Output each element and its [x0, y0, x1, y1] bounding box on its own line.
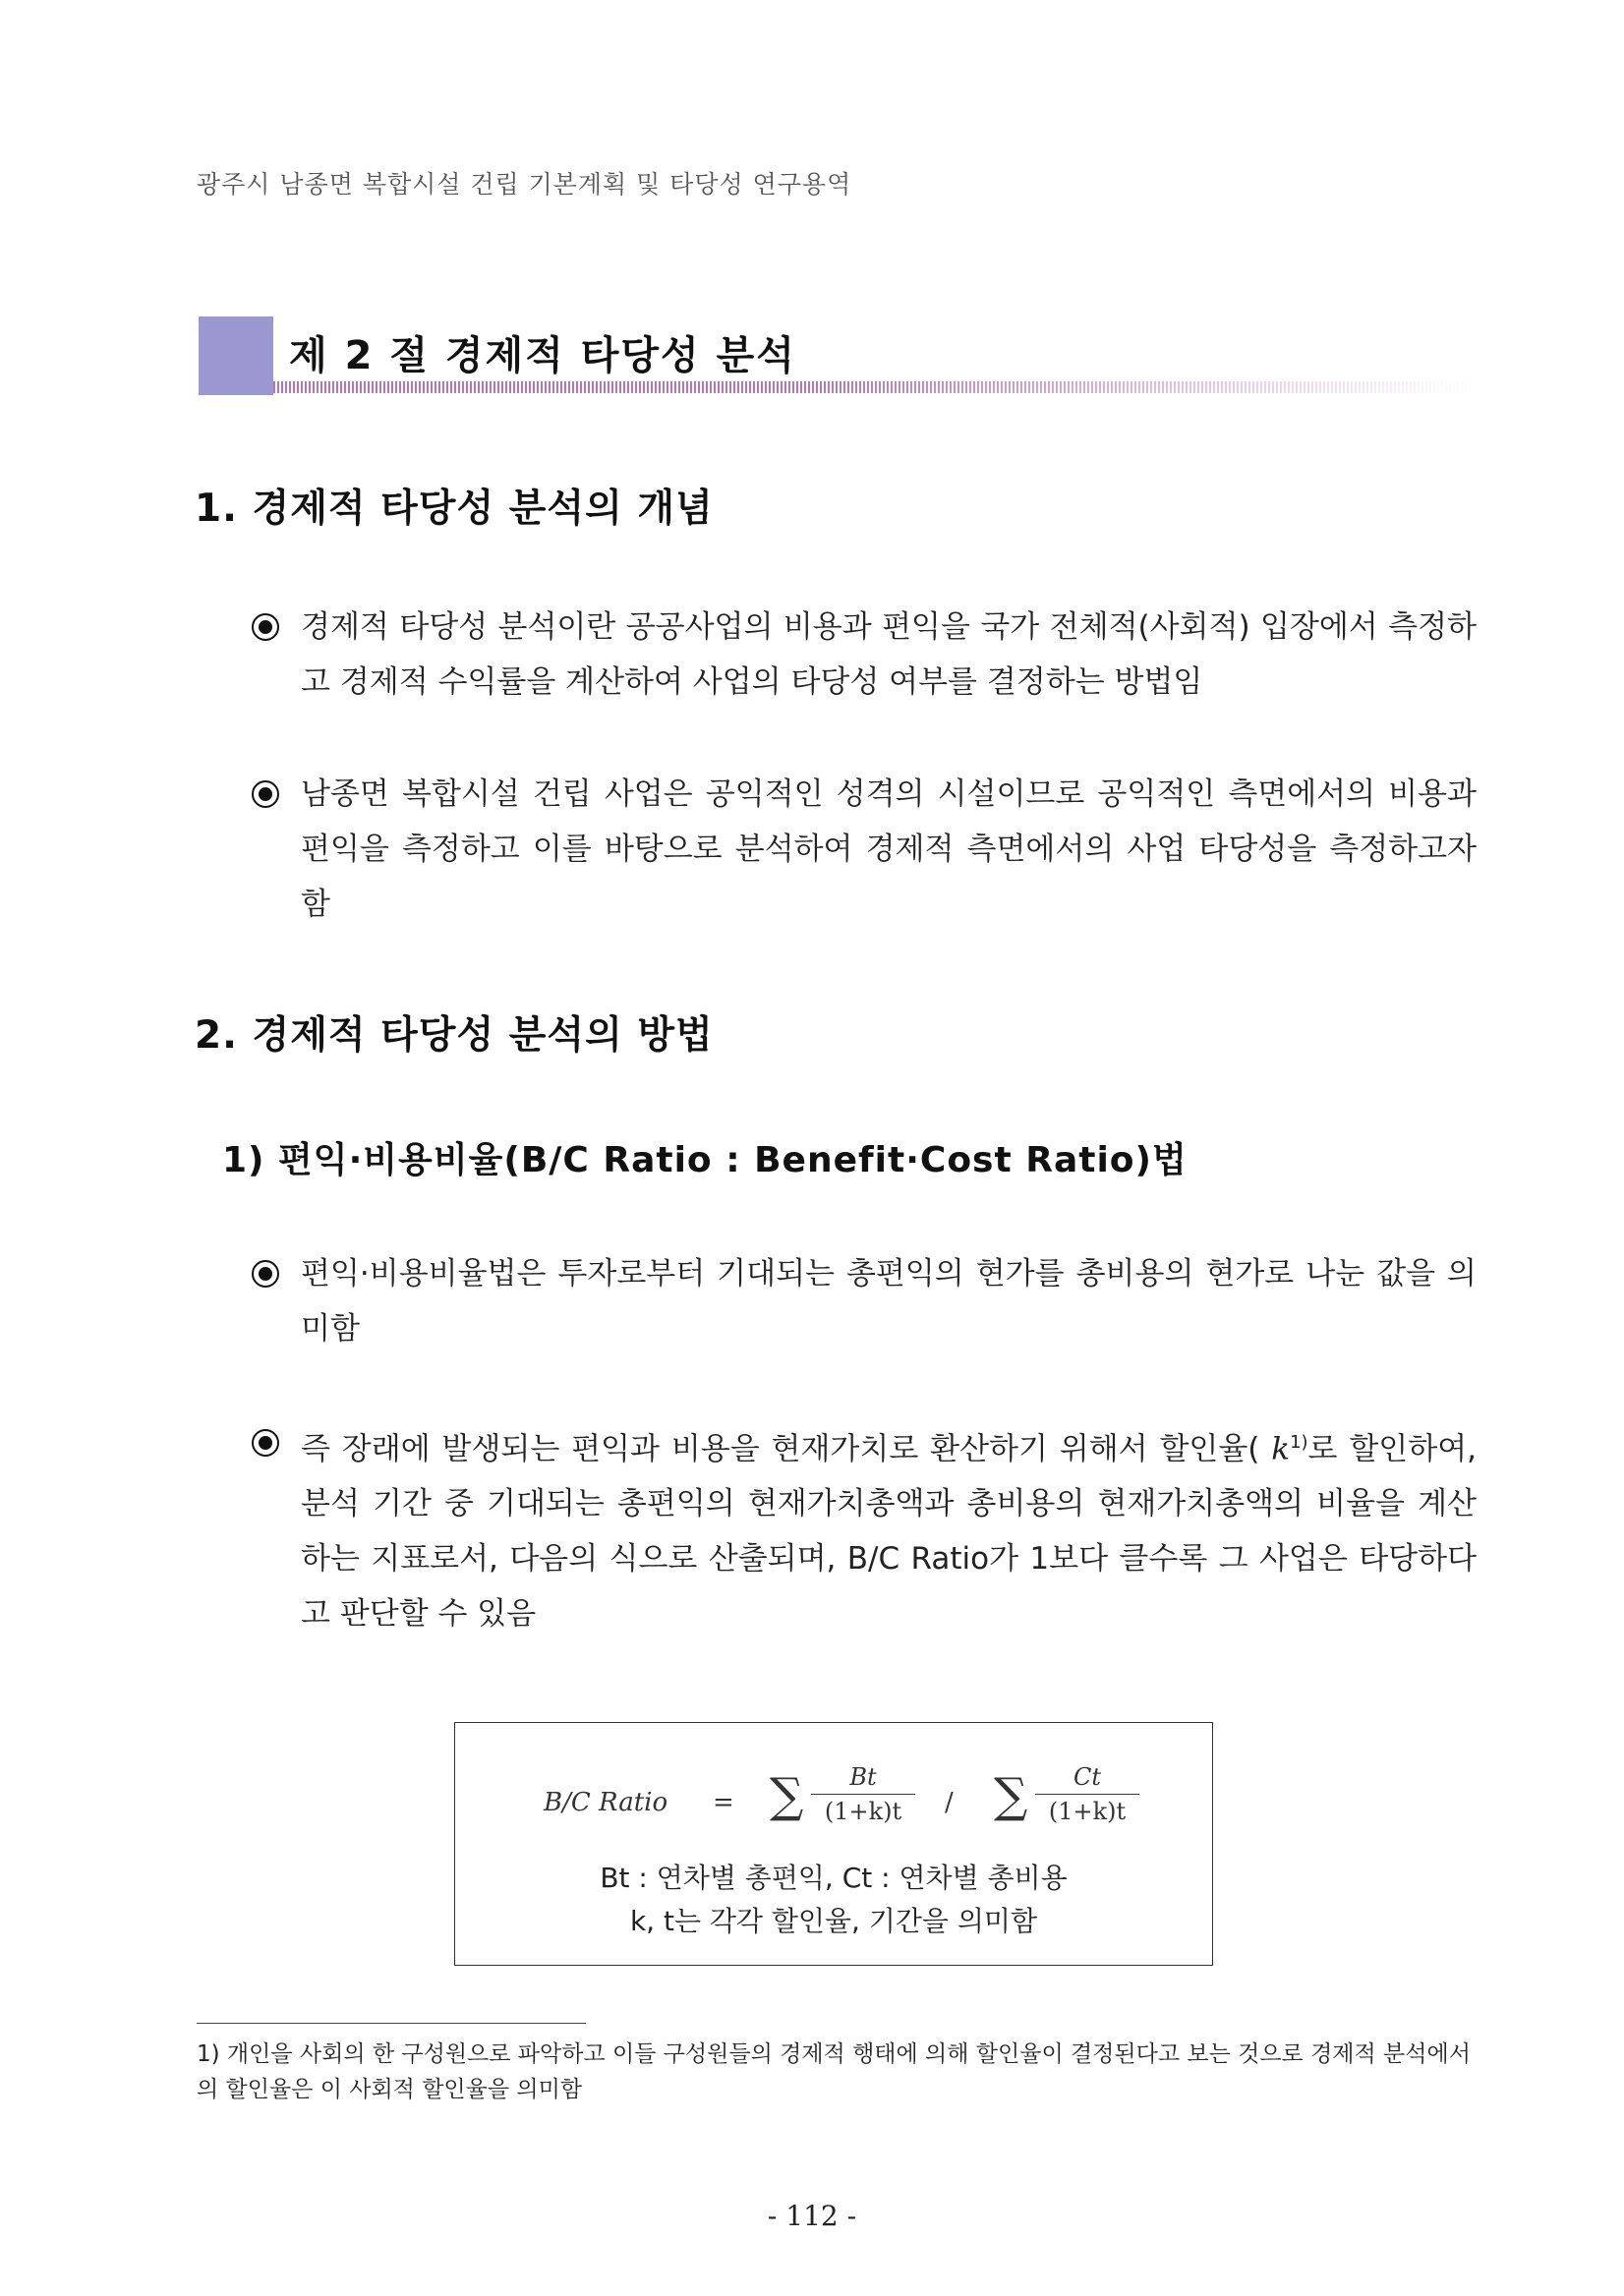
- bullet-text-part: 즉 장래에 발생되는 편익과 비용을 현재가치로 환산하기 위해서 할인율(: [301, 1431, 1260, 1467]
- bullet-concept-2: [258, 767, 1477, 932]
- numerator-benefit: Bt: [849, 1763, 877, 1791]
- formula-note-2: k, t는 각각 할인율, 기간을 의미함: [629, 1905, 1038, 1937]
- section-underline: [273, 381, 1473, 393]
- bullet-text: 경제적 타당성 분석이란 공공사업의 비용과 편익을 국가 전체적(사회적) 입장에서 측정하고 경제적 수익률을 계산하여 사업의 타당성 여부를 결정하는 방법임: [301, 609, 1477, 700]
- bullet-text-part: 로 할인하여, 분석 기간 중 기대되는 총편익의 현재가치총액과 총비용의 현재가치총액의 비율을 계산하는 지표로서, 다음의 식으로 산출되며, B/C Ratio가 1보다 클수록 그 사업은 타당하다고 판단할 수 있음: [301, 1431, 1477, 1633]
- bullet-icon: [252, 780, 279, 808]
- footnote-ref: 1): [1290, 1432, 1308, 1453]
- bullet-concept-1: [258, 600, 1477, 710]
- footnote-divider: [197, 2023, 586, 2024]
- formula-box: [454, 1722, 1213, 1966]
- section-title-bar: [199, 316, 1477, 397]
- section-marker-block: [199, 316, 273, 395]
- subheading-bc-ratio: 1) 편익·비용비율(B/C Ratio : Benefit·Cost Ratio)법: [222, 1140, 1188, 1180]
- denominator: (1+k)t: [1048, 1798, 1127, 1825]
- sigma-symbol: ∑: [994, 1768, 1028, 1823]
- fraction-cost: [1035, 1762, 1139, 1826]
- running-header: 광주시 남종면 복합시설 건립 기본계획 및 타당성 연구용역: [197, 170, 852, 199]
- numerator-cost: Ct: [1073, 1763, 1101, 1791]
- bullet-text: 편익·비용비율법은 투자로부터 기대되는 총편익의 현가를 총비용의 현가로 나눈 값을 의미함: [301, 1256, 1477, 1347]
- bullet-method-1: [258, 1246, 1477, 1356]
- footnote: 1) 개인을 사회의 한 구성원으로 파악하고 이들 구성원들의 경제적 행태에 의해 할인율이 결정된다고 보는 것으로 경제적 분석에서의 할인율은 이 사회적 할인율을 의미함: [197, 2041, 1471, 2102]
- bullet-icon: [252, 613, 279, 641]
- formula-note-1: Bt : 연차별 총편익, Ct : 연차별 총비용: [600, 1862, 1068, 1894]
- fraction-benefit: [811, 1762, 915, 1826]
- bullet-icon: [252, 1260, 279, 1288]
- formula-lhs: B/C Ratio: [544, 1788, 668, 1817]
- heading-method: 2. 경제적 타당성 분석의 방법: [195, 1013, 714, 1058]
- sigma-symbol: ∑: [770, 1768, 804, 1823]
- bullet-icon: [252, 1429, 279, 1457]
- bullet-text: [301, 1415, 1477, 1641]
- bullet-method-2: [258, 1415, 1477, 1641]
- section-title: 제 2 절 경제적 타당성 분석: [289, 333, 796, 378]
- page-number: - 112 -: [767, 2200, 857, 2232]
- discount-rate-symbol: k: [1271, 1431, 1291, 1467]
- formula-equation: [455, 1762, 1212, 1841]
- denominator: (1+k)t: [824, 1798, 902, 1825]
- formula-slash: /: [945, 1788, 954, 1817]
- formula-equals: =: [713, 1788, 734, 1817]
- bullet-text: 남종면 복합시설 건립 사업은 공익적인 성격의 시설이므로 공익적인 측면에서의 비용과 편익을 측정하고 이를 바탕으로 분석하여 경제적 측면에서의 사업 타당성을 측정하고자 함: [301, 776, 1477, 922]
- heading-concept: 1. 경제적 타당성 분석의 개념: [195, 487, 714, 531]
